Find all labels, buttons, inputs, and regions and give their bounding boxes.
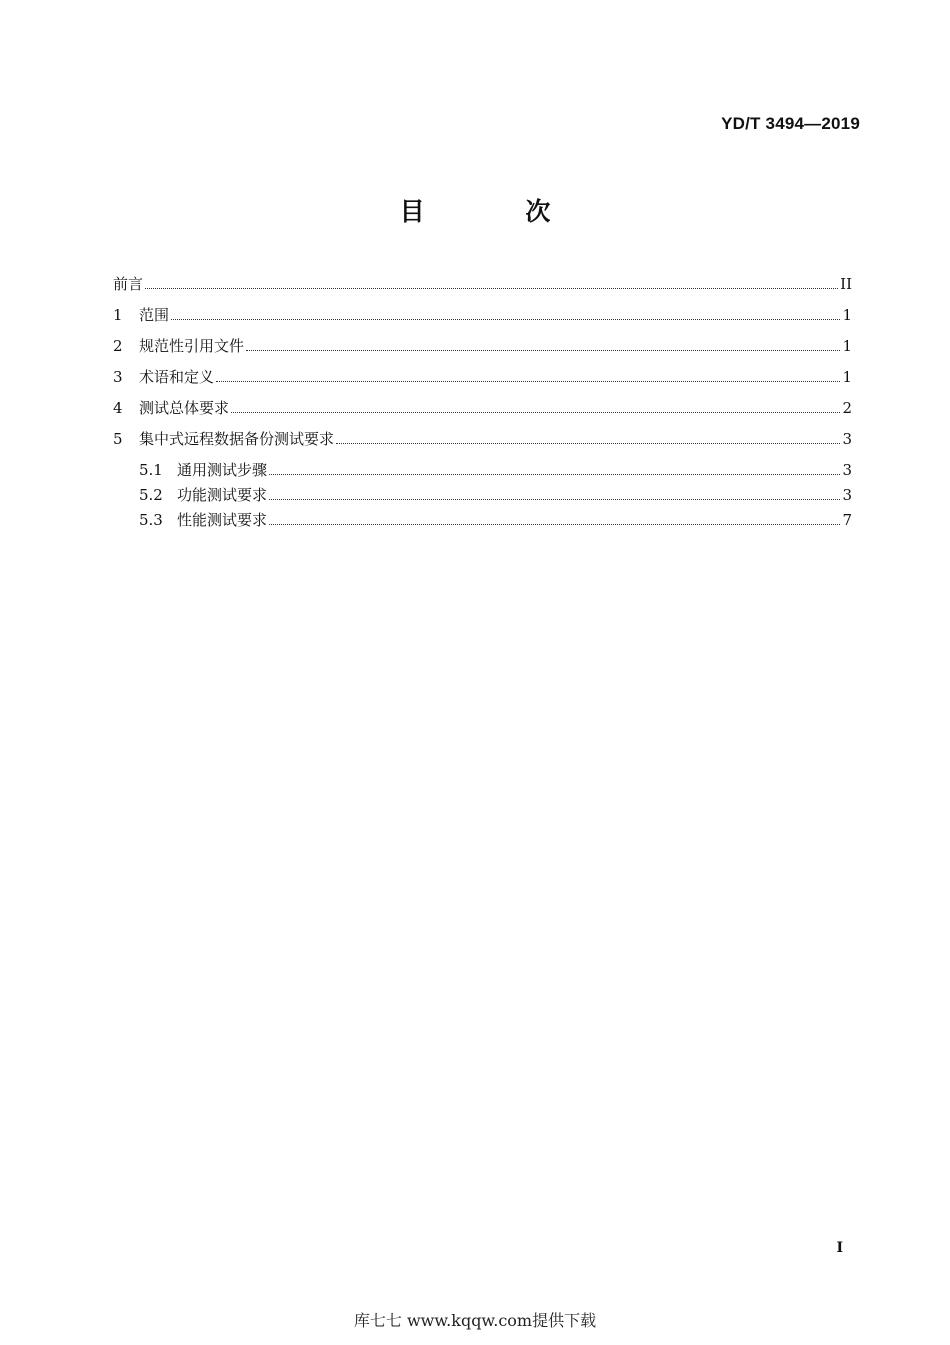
toc-entry-label: 通用测试步骤: [177, 461, 268, 479]
toc-title: 目 次: [399, 197, 597, 226]
toc-entry-general-test-steps[interactable]: [139, 458, 852, 480]
toc-entry-label: 集中式远程数据备份测试要求: [139, 430, 335, 448]
toc-entry-label: 前言: [113, 275, 144, 293]
toc-entry-number: 3: [113, 368, 123, 386]
toc-entry-page: 1: [842, 337, 852, 355]
toc-entry-number: 5.3: [139, 511, 163, 529]
document-code: YD/T 3494—2019: [721, 114, 860, 133]
toc-entry-label: 功能测试要求: [177, 486, 268, 504]
toc-entry-page: 2: [842, 399, 852, 417]
toc-entry-page: 3: [842, 486, 852, 504]
toc-entry-number: 1: [113, 306, 123, 324]
toc-entry-number: 5.1: [139, 461, 163, 479]
toc-entry-page: 1: [842, 368, 852, 386]
toc-entry-functional-test[interactable]: [139, 483, 852, 505]
toc-entry-number: 5: [113, 430, 123, 448]
toc-entry-scope[interactable]: [113, 303, 852, 325]
toc-entry-number: 5.2: [139, 486, 163, 504]
toc-leader-dots: [246, 350, 840, 351]
toc-leader-dots: [171, 319, 840, 320]
toc-entry-terms-definitions[interactable]: [113, 365, 852, 387]
toc-entry-page: 7: [842, 511, 852, 529]
source-note: 库七七 www.kqqw.com提供下载: [353, 1311, 597, 1330]
toc-entry-normative-references[interactable]: [113, 334, 852, 356]
toc-entry-general-requirements[interactable]: [113, 396, 852, 418]
toc-entry-label: 范围: [139, 306, 170, 324]
toc-entry-label: 测试总体要求: [139, 399, 230, 417]
toc-entry-backup-test-requirements[interactable]: [113, 427, 852, 449]
toc-entry-number: 4: [113, 399, 123, 417]
toc-entry-label: 性能测试要求: [177, 511, 268, 529]
toc-entry-performance-test[interactable]: [139, 508, 852, 530]
toc-leader-dots: [145, 288, 838, 289]
toc-leader-dots: [336, 443, 840, 444]
toc-entry-label: 规范性引用文件: [139, 337, 245, 355]
toc-entry-page: 3: [842, 430, 852, 448]
toc-entry-page: 3: [842, 461, 852, 479]
toc-entry-number: 2: [113, 337, 123, 355]
page-number: I: [836, 1240, 843, 1256]
toc-leader-dots: [269, 474, 840, 475]
toc-leader-dots: [269, 499, 840, 500]
toc-entry-page: 1: [842, 306, 852, 324]
toc-leader-dots: [231, 412, 840, 413]
toc-entry-foreword[interactable]: [113, 272, 852, 294]
toc-leader-dots: [269, 524, 840, 525]
toc-entry-label: 术语和定义: [139, 368, 215, 386]
toc-entry-page: II: [840, 275, 852, 293]
toc-leader-dots: [216, 381, 840, 382]
